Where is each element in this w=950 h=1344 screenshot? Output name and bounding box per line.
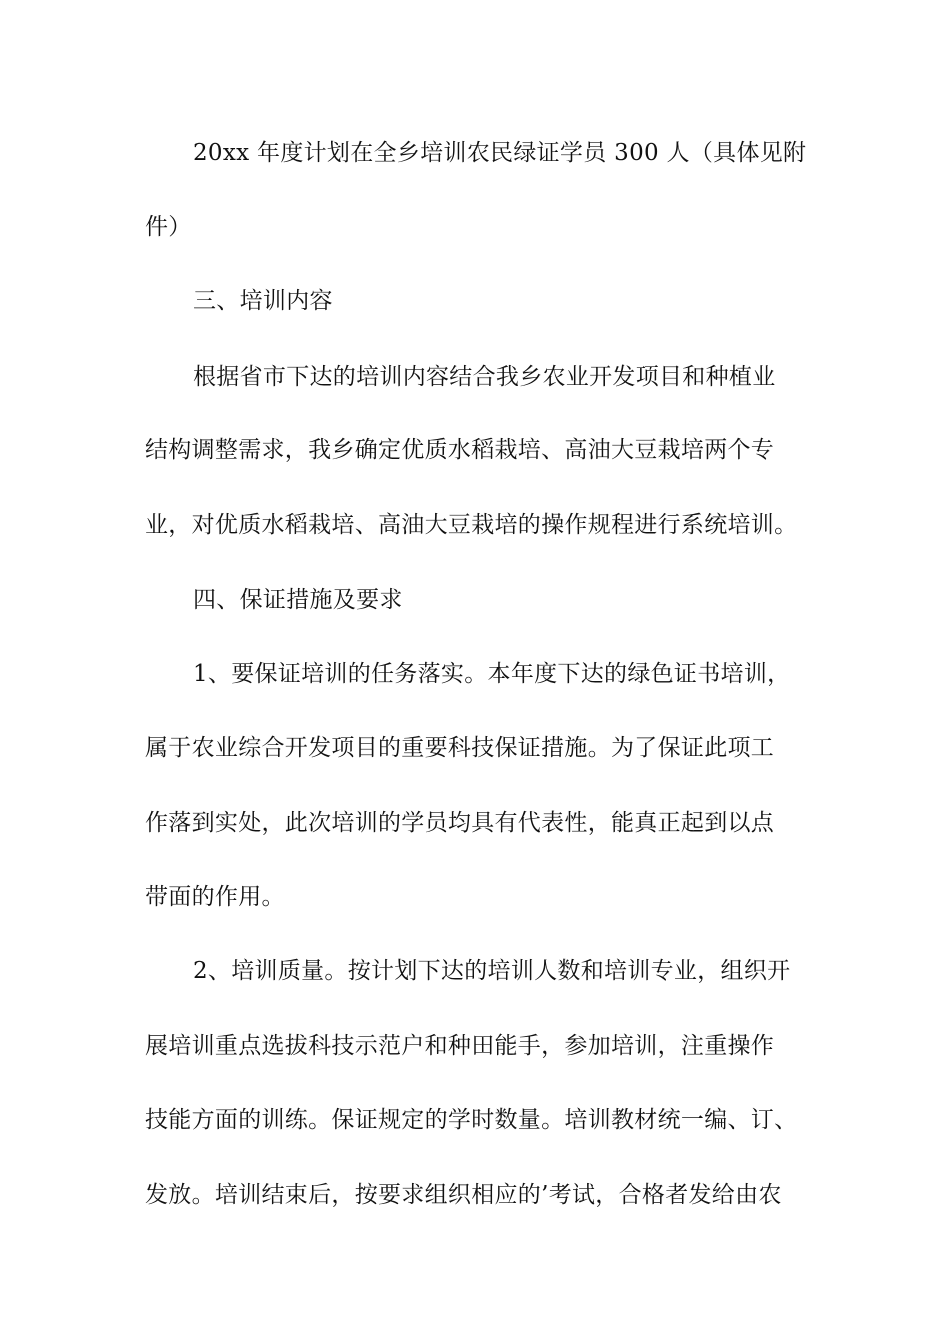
paragraph-line: 技能方面的训练。保证规定的学时数量。培训教材统一编、订、 bbox=[145, 1107, 798, 1133]
paragraph-line: 作落到实处，此次培训的学员均具有代表性，能真正起到以点 bbox=[145, 810, 775, 836]
paragraph-line: 根据省市下达的培训内容结合我乡农业开发项目和种植业 bbox=[193, 364, 776, 390]
paragraph-line: 件） bbox=[145, 214, 192, 240]
section-heading: 四、保证措施及要求 bbox=[193, 587, 403, 613]
paragraph-line: 业，对优质水稻栽培、高油大豆栽培的操作规程进行系统培训。 bbox=[145, 512, 798, 538]
paragraph-line: 2、培训质量。按计划下达的培训人数和培训专业，组织开 bbox=[193, 958, 791, 984]
paragraph-line: 展培训重点选拔科技示范户和种田能手，参加培训，注重操作 bbox=[145, 1033, 775, 1059]
paragraph-line: 20xx 年度计划在全乡培训农民绿证学员 300 人（具体见附 bbox=[193, 140, 807, 166]
paragraph-line: 结构调整需求，我乡确定优质水稻栽培、高油大豆栽培两个专 bbox=[145, 437, 775, 463]
paragraph-line: 带面的作用。 bbox=[145, 884, 285, 910]
section-heading: 三、培训内容 bbox=[193, 288, 333, 314]
paragraph-line: 发放。培训结束后，按要求组织相应的’考试，合格者发给由农 bbox=[145, 1182, 782, 1208]
paragraph-line: 1、要保证培训的任务落实。本年度下达的绿色证书培训， bbox=[193, 661, 791, 687]
paragraph-line: 属于农业综合开发项目的重要科技保证措施。为了保证此项工 bbox=[145, 735, 775, 761]
